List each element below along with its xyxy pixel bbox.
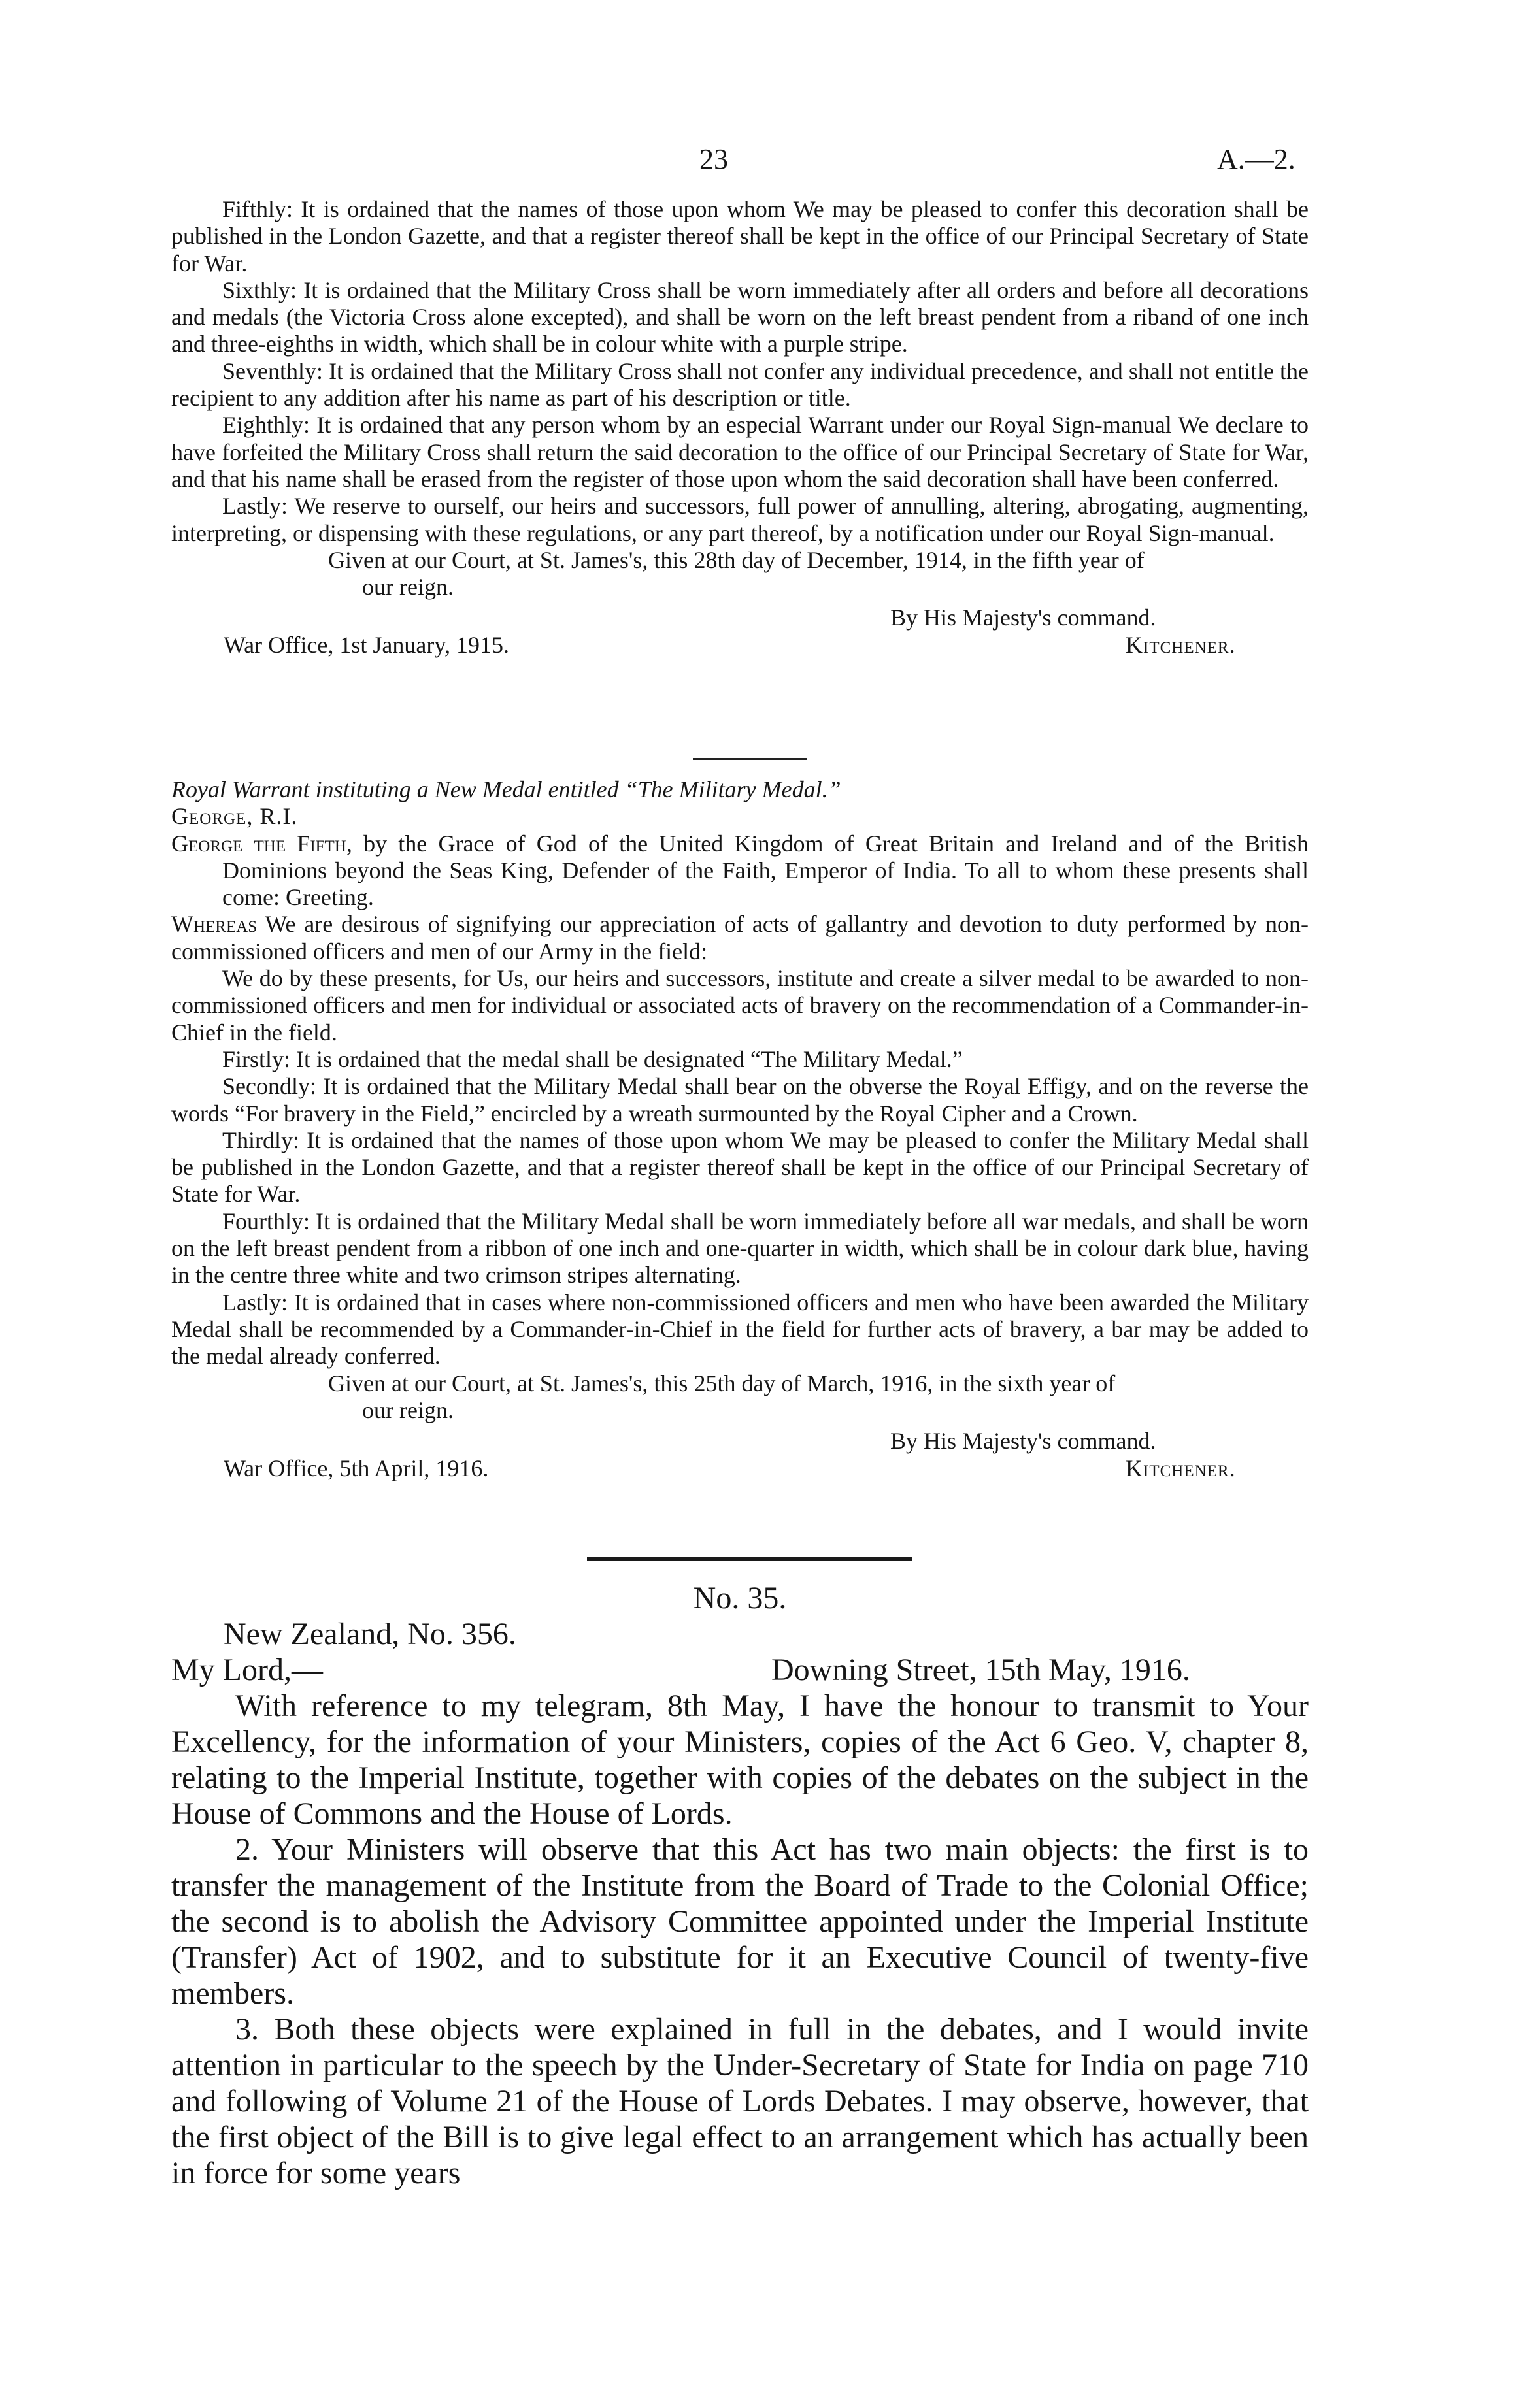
by-command: By His Majesty's command. xyxy=(890,604,1156,631)
given-at-court xyxy=(171,1370,1309,1425)
salutation: My Lord,— xyxy=(171,1653,323,1687)
paragraph-lastly: Lastly: We reserve to ourself, our heirs and successors, full power of annulling, altering, abrogating, augmenting, interpreting, or dispensing with these regulations, or any part thereof, by a notification under our Royal Sign-manual. xyxy=(171,493,1309,546)
despatch-divider xyxy=(587,1557,912,1561)
preamble-text: by the Grace of God of the United Kingdom of Great Britain and Ireland and of the British Dominions beyond the Seas King, Defender of the Faith, Emperor of India. To all to whom these presents shall come: Greeting. xyxy=(222,830,1309,911)
paragraph-sixthly: Sixthly: It is ordained that the Military Cross shall be worn immediately after all orders and before all decorations and medals (the Victoria Cross alone excepted), and shall be worn on the left breast pendent from a riband of one inch and three-eighths in width, which shall be in colour white with a purple stripe. xyxy=(171,276,1309,357)
given-line-2: our reign. xyxy=(362,574,454,601)
war-office-date: War Office, 5th April, 1916. xyxy=(224,1455,489,1482)
paragraph-eighthly: Eighthly: It is ordained that any person whom by an especial Warrant under our Royal Sign-manual We declare to have forfeited the Military Cross shall return the said decoration to the office of our Principal Secretary of State for War, and that his name shall be erased from the register of those upon whom the said decoration shall have been conferred. xyxy=(171,412,1309,492)
place-date: Downing Street, 15th May, 1916. xyxy=(771,1653,1190,1687)
whereas-word: Whereas xyxy=(171,911,258,938)
given-line-2: our reign. xyxy=(362,1396,454,1423)
despatch-paragraph-1: With reference to my telegram, 8th May, I have the honour to transmit to Your Excellency, for the information of your Ministers, copies of the Act 6 Geo. V, chapter 8, relating to the Imperial Institute, together with copies of the debates on the subject in the House of Commons and the House of Lords. xyxy=(171,1689,1309,1831)
military-medal-section xyxy=(171,776,1309,1484)
page-number: 23 xyxy=(699,143,728,175)
preamble-name: George the Fifth, xyxy=(171,830,352,857)
whereas-clause xyxy=(171,911,1309,965)
paragraph-thirdly: Thirdly: It is ordained that the names of those upon whom We may be pleased to confer the Military Medal shall be published in the London Gazette, and that a register thereof shall be kept in the office of our Principal Secretary of State for War. xyxy=(171,1127,1309,1208)
given-at-court xyxy=(171,547,1309,601)
paragraph-seventhly: Seventhly: It is ordained that the Military Cross shall not confer any individual precedence, and shall not entitle the recipient to any addition after his name as part of his description or title. xyxy=(171,357,1309,412)
paragraph-fifthly: Fifthly: It is ordained that the names of those upon whom We may be pleased to confer this decoration shall be published in the London Gazette, and that a register thereof shall be kept in the office of our Principal Secretary of State for War. xyxy=(171,196,1309,276)
paragraph-firstly: Firstly: It is ordained that the medal shall be designated “The Military Medal.” xyxy=(222,1046,963,1072)
signatory: Kitchener. xyxy=(1126,1455,1236,1482)
section-divider xyxy=(693,758,807,760)
despatch-paragraph-2: 2. Your Ministers will observe that this Act has two main objects: the first is to transfer the management of the Institute from the Board of Trade to the Colonial Office; the second is to abolish the Advisory Committee appointed under the Imperial Institute (Transfer) Act of 1902, and to substitute for it an Executive Council of twenty-five members. xyxy=(171,1832,1309,2011)
given-line-1: Given at our Court, at St. James's, this 28th day of December, 1914, in the fifth year of xyxy=(328,546,1145,573)
despatch-number: No. 35. xyxy=(693,1581,787,1615)
despatch-reference: New Zealand, No. 356. xyxy=(224,1617,516,1651)
military-cross-section xyxy=(171,196,1309,661)
despatch-paragraph-3: 3. Both these objects were explained in full in the debates, and I would invite attention in particular to the speech by the Under-Secretary of State for India on page 710 and following of Volume 21 of the House of Lords Debates. I may observe, however, that the first object of the Bill is to give legal effect to an arrangement which has actually been in force for some years xyxy=(171,2012,1309,2190)
paragraph-secondly: Secondly: It is ordained that the Military Medal shall bear on the obverse the Royal Effigy, and on the reverse the words “For bravery in the Field,” encircled by a wreath surmounted by the Royal Cipher and a Crown. xyxy=(171,1073,1309,1127)
salutation-line xyxy=(171,1652,1309,1688)
paragraph-fourthly: Fourthly: It is ordained that the Military Medal shall be worn immediately before all war medals, and shall be worn on the left breast pendent from a ribbon of one inch and one-quarter in width, which shall be in colour dark blue, having in the centre three white and two crimson stripes alternating. xyxy=(171,1208,1309,1289)
paragraph-lastly: Lastly: It is ordained that in cases where non-commissioned officers and men who have been awarded the Military Medal shall be recommended by a Commander-in-Chief in the field for further acts of bravery, a bar may be added to the medal already conferred. xyxy=(171,1289,1309,1370)
war-office-date: War Office, 1st January, 1915. xyxy=(224,632,509,659)
paragraph-institute: We do by these presents, for Us, our heirs and successors, institute and create a silver medal to be awarded to non-commissioned officers and men for individual or associated acts of bravery on the recommendation of a Commander-in-Chief in the field. xyxy=(171,965,1309,1046)
preamble xyxy=(171,831,1309,912)
signatory: Kitchener. xyxy=(1126,632,1236,659)
signature-block xyxy=(171,604,1309,661)
document-reference: A.—2. xyxy=(1217,143,1295,175)
given-line-1: Given at our Court, at St. James's, this 25th day of March, 1916, in the sixth year of xyxy=(328,1370,1116,1396)
whereas-text: We are desirous of signifying our appreciation of acts of gallantry and devotion to duty performed by non-commissioned officers and men of our Army in the field: xyxy=(171,911,1309,965)
despatch-section xyxy=(171,1580,1309,2191)
by-command: By His Majesty's command. xyxy=(890,1428,1156,1455)
warrant-title: Royal Warrant instituting a New Medal entitled “The Military Medal.” xyxy=(171,776,841,802)
signature-block xyxy=(171,1428,1309,1484)
royal-signature: George, R.I. xyxy=(171,803,298,830)
